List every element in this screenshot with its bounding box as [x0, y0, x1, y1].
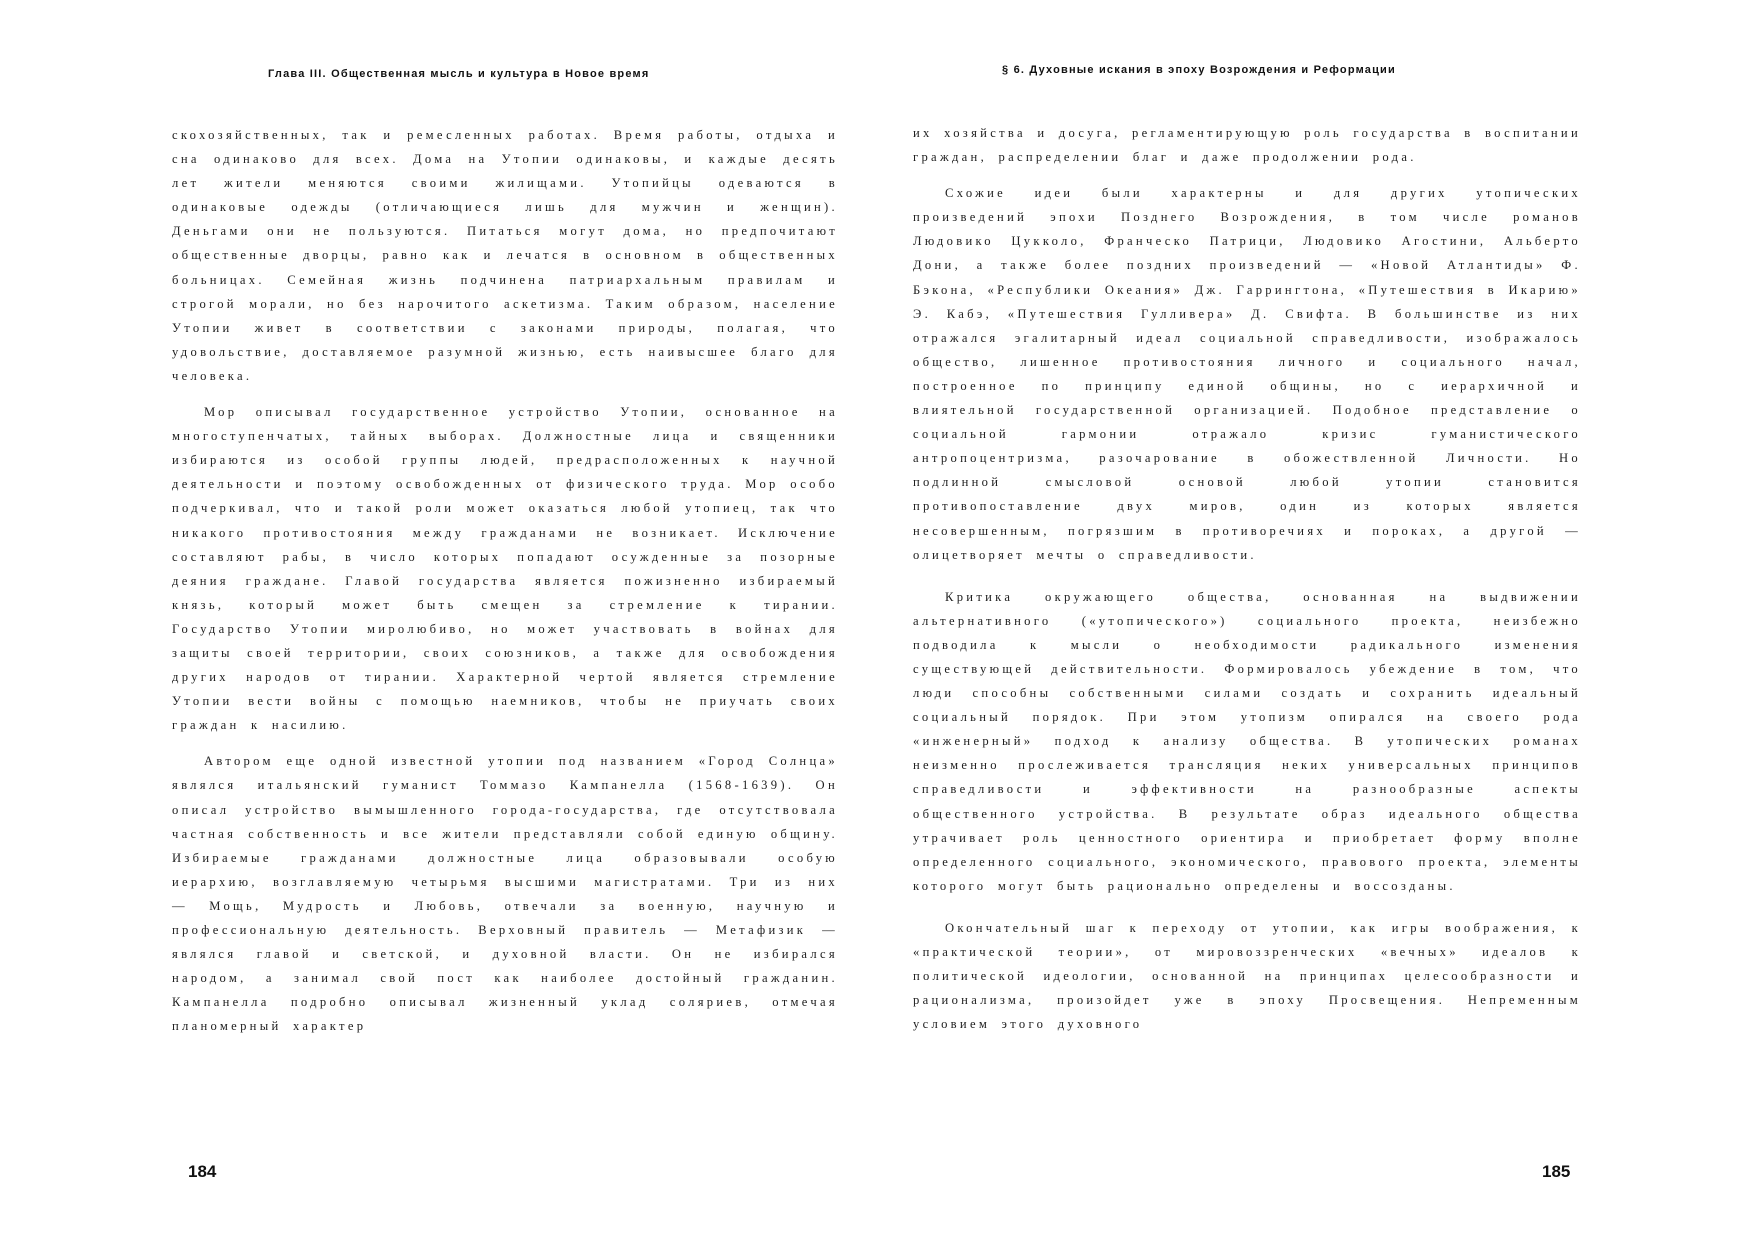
running-head: § 6. Духовные искания в эпоху Возрождения и Реформации: [1002, 64, 1396, 76]
paragraph: Окончательный шаг к переходу от утопии, как игры воображения, к «практической теории», от мировоззренческих «вечных» идеалов к политической идеологии, основанной на принципах целесообразности и рационализма, произойдет уже в эпоху Просвещения. Непременным условием этого духовного: [913, 920, 1581, 1032]
page-body: [172, 123, 838, 1038]
paragraph: Критика окружающего общества, основанная на выдвижении альтернативного («утопического») социального проекта, неизбежно подводила к мысли о необходимости радикального изменения существующей действительности. Формировалось убеждение в том, что люди способны собственными силами создать и сохранить идеальный социальный порядок. При этом утопизм опирался на своего рода «инженерный» подход к анализу общества. В утопических романах неизменно прослеживается трансляция неких универсальных принципов справедливости и эффективности на разнообразные аспекты общественного устройства. В результате образ идеального общества утрачивает роль ценностного ориентира и приобретает форму вполне определенного социального, экономического, правового проекта, элементы которого могут быть рационально определены и воссозданы.: [913, 589, 1581, 893]
paragraph: Схожие идеи были характерны и для других утопических произведений эпохи Позднего Возрождения, в том числе романов Людовико Цукколо, Франческо Патрици, Людовико Агостини, Альберто Дони, а также более поздних произведений — «Новой Атлантиды» Ф. Бэкона, «Республики Океания» Дж. Гаррингтона, «Путешествия в Икарию» Э. Кабэ, «Путешествия Гулливера» Д. Свифта. В большинстве из них отражался эгалитарный идеал социальной справедливости, изображалось общество, лишенное противостояния личного и социального начал, построенное по принципу единой общины, но с иерархичной и влиятельной государственной организацией. Подобное представление о социальной гармонии отражало кризис гуманистического антропоцентризма, разочарование в обожествленной Личности. Но подлинной смысловой основой любой утопии становится противопоставление двух миров, один из которых является несовершенным, погрязшим в противоречиях и пороках, а другой — олицетворяет мечты о справедливости.: [913, 186, 1581, 562]
right-page: [877, 0, 1754, 1239]
paragraph: Мор описывал государственное устройство Утопии, основанное на многоступенчатых, тайных выборах. Должностные лица и священники избираются из особой группы людей, предрасположенных к научной деятельности и поэтому освобожденных от физического труда. Мор особо подчеркивал, что и такой роли может оказаться любой утопиец, так что никакого противостояния между гражданами не возникает. Исключение составляют рабы, в число которых попадают осужденные за позорные деяния граждане. Главой государства является пожизненно избираемый князь, который может быть смещен за стремление к тирании. Государство Утопии миролюбиво, но может участвовать в войнах для защиты своей территории, своих союзников, а также для освобождения других народов от тирании. Характерной чертой является стремление Утопии вести войны с помощью наемников, чтобы не приучать своих граждан к насилию.: [172, 405, 838, 733]
paragraph: их хозяйства и досуга, регламентирующую роль государства в воспитании граждан, распределении благ и даже продолжении рода.: [913, 126, 1582, 165]
running-head: Глава III. Общественная мысль и культура в Новое время: [268, 68, 650, 80]
paragraph: Автором еще одной известной утопии под названием «Город Солнца» являлся итальянский гуманист Томмазо Кампанелла (1568-1639). Он описал устройство вымышленного города-государства, где отсутствовала частная собственность и все жители представляли собой единую общину. Избираемые гражданами должностные лица образовывали особую иерархию, возглавляемую четырьмя высшими магистратами. Три из них — Мощь, Мудрость и Любовь, отвечали за военную, научную и профессиональную деятельность. Верховный правитель — Метафизик — являлся главой и светской, и духовной власти. Он не избирался народом, а занимал свой пост как наиболее достойный гражданин. Кампанелла подробно описывал жизненный уклад соляриев, отмечая планомерный характер: [172, 754, 838, 1034]
paragraph: скохозяйственных, так и ремесленных работах. Время работы, отдыха и сна одинаково для всех. Дома на Утопии одинаковы, и каждые десять лет жители меняются своими жилищами. Утопийцы одеваются в одинаковые одежды (отличающиеся лишь для мужчин и женщин). Деньгами они не пользуются. Питаться могут дома, но предпочитают общественные дворцы, равно как и лечатся в основном в общественных больницах. Семейная жизнь подчинена патриархальным правилам и строгой морали, но без нарочитого аскетизма. Таким образом, население Утопии живет в соответствии с законами природы, полагая, что удовольствие, доставляемое разумной жизнью, есть наивысшее благо для человека.: [172, 128, 838, 383]
page-body: [913, 121, 1581, 1036]
page-number: 184: [188, 1162, 217, 1181]
page-number: 185: [1542, 1162, 1571, 1181]
